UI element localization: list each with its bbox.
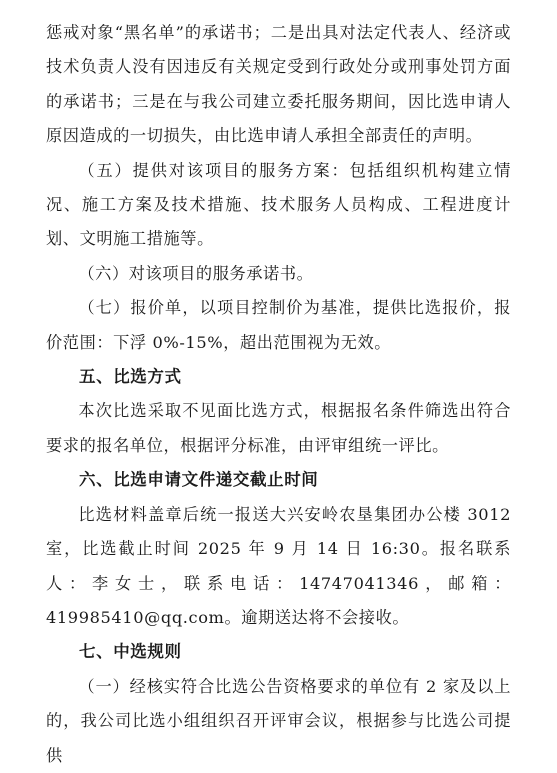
- paragraph-selection-method: 本次比选采取不见面比选方式，根据报名条件筛选出符合要求的报名单位，根据评分标准，由评审组统一评比。: [46, 401, 511, 455]
- section-heading-selection-method: 五、比选方式: [79, 367, 182, 387]
- paragraph-service-plan: （五）提供对该项目的服务方案：包括组织机构建立情况、施工方案及技术措施、技术服务人员构成、工程进度计划、文明施工措施等。: [46, 160, 511, 249]
- paragraph-deadline: 比选材料盖章后统一报送大兴安岭农垦集团办公楼 3012 室，比选截止时间 2025 年 9 月 14 日 16:30。报名联系人：李女士，联系电话：14747041346，邮箱：419985410@qq.com。逾期送达将不会接收。: [46, 504, 511, 627]
- paragraph-commitment-continued: 惩戒对象“黑名单”的承诺书；二是出具对法定代表人、经济或技术负责人没有因违反有关规定受到行政处分或刑事处罚方面的承诺书；三是在与我公司建立委托服务期间，因比选申请人原因造成的一切损失，由比选申请人承担全部责任的声明。: [46, 23, 511, 146]
- paragraph-service-commitment: （六）对该项目的服务承诺书。: [78, 263, 314, 283]
- section-heading-selection-rules: 七、中选规则: [79, 642, 182, 662]
- section-heading-deadline: 六、比选申请文件递交截止时间: [79, 470, 319, 490]
- paragraph-quotation: （七）报价单，以项目控制价为基准，提供比选报价，报价范围：下浮 0%-15%，超出范围视为无效。: [46, 298, 511, 352]
- paragraph-selection-rules: （一）经核实符合比选公告资格要求的单位有 2 家及以上的，我公司比选小组组织召开评审会议，根据参与比选公司提供: [46, 676, 511, 765]
